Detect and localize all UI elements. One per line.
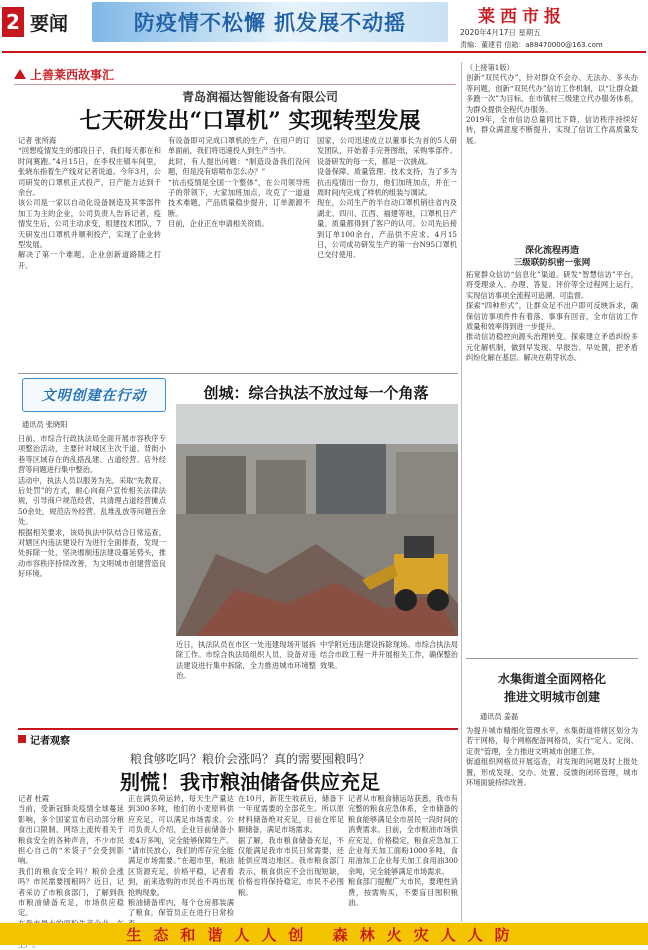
side-story-title: 水集街道全面网格化: [497, 672, 606, 686]
reporter-kicker: 粮食够吃吗？粮价会涨吗？真的需要囤粮吗？: [129, 752, 370, 766]
civ-logo-box: [22, 378, 166, 412]
reporter-col1: 记者 杜霞 当前，受新冠肺炎疫情全球蔓延影响，多个国家宣布启动部分粮食出口限制，网络上流传着关于粮食安全的各种声音，不少市民担心自己的“米袋子”会受到影响。 我们的粮食安全吗？粮价会涨吗？市民需要囤粮吗？近日，记者采访了市粮食部门，了解到我市粮油储备充足，市场供应稳定。: [18, 794, 124, 918]
slogan-text: 防疫情不松懈 抓发展不动摇: [133, 11, 407, 35]
reporter-headline: 别慌！我市粮油储备供应充足: [120, 770, 380, 794]
mountain-icon: [14, 69, 26, 79]
right-col-subtitle: 深化流程再造: [524, 246, 579, 256]
reporter-col3: 在10月，新花生收获后，储备下一年度需要的全部花生。所以原材料储备绝对充足，目前仓库足额储备，满足市场需求。 据了解，我市粮食储备充足，不仅能满足我市市民日常需要，还能供应周边地区。我市粮食部门表示，粮食供应不会出现短缺，价格也将保持稳定，市民不必囤粮。: [238, 794, 344, 897]
footer-slogan: 生态和谐人人创 森林火灾人人防: [126, 925, 522, 944]
header-rule: [2, 51, 646, 53]
issue-date: 2020年4月17日 星期五: [460, 28, 541, 37]
demolition-scene-image: [176, 404, 458, 636]
reporter-tag: [18, 732, 70, 746]
reporter-tag-label: 记者观察: [30, 735, 70, 747]
main-story-col2: 有设备即可完成口罩机的生产，在用户的订单面前，我们将迅速投入到生产当中。 此时，有人提出问题：“制造设备我们没问题，但是没有熔喷布怎么办？” “抗击疫情是全国一个整体”，在公司领导班子的带领下，大家加班加点，攻克了一道道技术难题，产品质量稳步提升，订单源源不断。 目前，企业正在申请相关资质。: [168, 136, 310, 229]
side-story-body: 为提升城市精细化管理水平，水集街道将辖区划分为若干网格，每个网格配备网格员，实行“定人、定岗、定责”管理，全力推进文明城市创建工作。 街道组织网格员开展巡查，对发现的问题及时上报处置，形成发现、交办、处置、反馈的闭环管理，城市环境面貌持续改善。: [466, 726, 638, 788]
story-banner-rule: [14, 84, 456, 85]
reporter-col4: 记者从市粮食储运站获悉，我市有完整的粮食应急体系，全市储备的粮食能够满足全市居民一段时间的消费需求。目前，全市粮油市场供应充足，价格稳定，粮食应急加工企业每天加工面粉1000多吨，食用油加工企业每天加工食用油300余吨，完全能够满足市场需求。 粮食部门提醒广大市民，要理性消费，按需购买，不要盲目囤积粮油。: [348, 794, 458, 908]
main-story-col3: 国家，公司迅速成立以董事长为首的5人研发团队，开始着手完善图纸，采购零部件。设备研发的每一天，都是一次挑战。 设备保障、质量管理、技术支持，为了多为抗击疫情出一份力，他们加班加点，并在一周时间内完成了样机的组装与调试。 现在，公司生产的半自动口罩机销往省内及湖北、四川、江西、福建等地，口罩机日产量、质量都得到了客户的认可。公司先后接到订单100余台，产品供不应求。4月15日，公司成功研发生产的第一台N95口罩机已交付使用。: [317, 136, 457, 260]
civ-top-rule: [18, 373, 458, 374]
side-story-title2: 推进文明城市创建: [503, 690, 600, 704]
reporter-col2: 正在满负荷运转，每天生产量达到300多吨，他们的小麦原料供应充足，可以满足市场需求。公司负责人介绍，企业目前储备小麦4万多吨，完全能够保障生产。 “请市民放心，我们的库存完全能满足市场需要。”在超市里，粮油区货源充足，价格平稳，记者看到，前来选购的市民也不再出现抢购现象。 粮油储备库内，每个仓房都装满了粮食，保管员正在进行日常检: [128, 794, 234, 918]
right-col-subtitle2: 三级联防织密一张网: [513, 258, 591, 268]
story-banner-logo: 上善莱西故事汇: [30, 67, 115, 82]
main-story-col1: 记者 张所海 “回想疫情发生的那段日子，我们每天都在和时间赛跑。”4月15日，在李权庄镇车间里，张晓东指着生产线对记者说道。今年3月，公司研发的口罩机正式投产，日产能力达到千余台。 该公司是一家以自动化设备制造及其零部件加工为主的企业，公司负责人告诉记者，疫情发生后，公司主动求变，组建技术团队，7天研发出口罩机并顺利投产，实现了企业转型发展。 解决了第一个难题，企业创新道路随之打开。: [18, 136, 161, 270]
page-number-box: [2, 7, 24, 37]
slogan-banner: [92, 2, 448, 42]
footer-bar: [0, 923, 648, 945]
main-story-kicker: 青岛润福达智能设备有限公司: [181, 90, 338, 104]
right-col-top: （上接第1版） 创新“双民代办”，针对群众不会办、无法办、多头办等问题，创新“双民代办”信访工作机制，以“让群众最多跑一次”为目标，在市镇村三级建立代办服务体系，为群众提供全程代办服务。 2019年，全市信访总量同比下降，信访秩序持续好转，群众满意度不断提升，实现了信访工作高质量发展。: [466, 63, 638, 145]
page-number: 2: [6, 10, 20, 34]
civ-body: 日前，市综合行政执法局全面开展市容秩序专项整治活动，主要针对城区主次干道、背街小巷等区域存在的乱搭乱建、占道经营、店外经营等问题进行集中整治。 活动中，执法人员以服务为先，采取“先教育、后处罚”的方式，耐心向商户宣传相关法律法规，引导商户规范经营，共清理占道经营摊点50余处，规范店外经营、乱堆乱放等问题百余处。 根据相关要求，该局执法中队结合日常巡查，对辖区内违法建设行为进行全面排查，发现一处拆除一处，坚决遏制违法建设蔓延势头，推动市容秩序持续改善，为文明城市创建营造良好环境。: [18, 434, 166, 579]
right-col-body: 拓宽群众信访“信息化”渠道。研发“智慧信访”平台，将受理录入、办理、答复、评价等全过程网上运行，实现信访事项全流程可追溯、可监督。 探索“四种形式”，让群众足不出户即可反映诉求，确保信访事项件件有着落、事事有回音，全市信访工作质量和效率得到进一步提升。 推动信访稳控向源头治理转变。探索建立矛盾纠纷多元化解机制，做到早发现、早报告、早处置，把矛盾纠纷化解在基层、解决在萌芽状态。: [466, 270, 638, 363]
civ-byline: 通讯员 张晓阳: [22, 420, 68, 429]
header: [0, 0, 648, 63]
story-banner: [14, 65, 194, 83]
civ-headline: 创城：综合执法不放过每一个角落: [203, 384, 429, 402]
demolition-photo: [176, 404, 458, 636]
photo-caption-2: 中学附近违法建设拆除现场。市综合执法局结合市政工程一并开展相关工作，确保整治效果。: [320, 640, 458, 670]
side-story-byline: 通讯员 姜磊: [480, 712, 519, 721]
paper-name: 莱西市报: [478, 7, 566, 27]
section-title: 要闻: [30, 13, 69, 35]
editor-info: 责编：董建君 信箱：a88470000@163.com: [460, 41, 603, 49]
reporter-rule: [18, 728, 458, 730]
photo-caption: 近日，执法队员在市区一处违建现场开展拆除工作。市综合执法局组织人员、设备对违法建设进行集中拆除，全力推进城市环境整治。: [176, 640, 316, 681]
square-icon: [18, 735, 26, 743]
civ-logo: 文明创建在行动: [41, 388, 147, 404]
right-column-divider: [461, 62, 462, 922]
right-col-rule: [466, 658, 638, 659]
main-story-headline: 七天研发出“口罩机” 实现转型发展: [79, 108, 421, 134]
